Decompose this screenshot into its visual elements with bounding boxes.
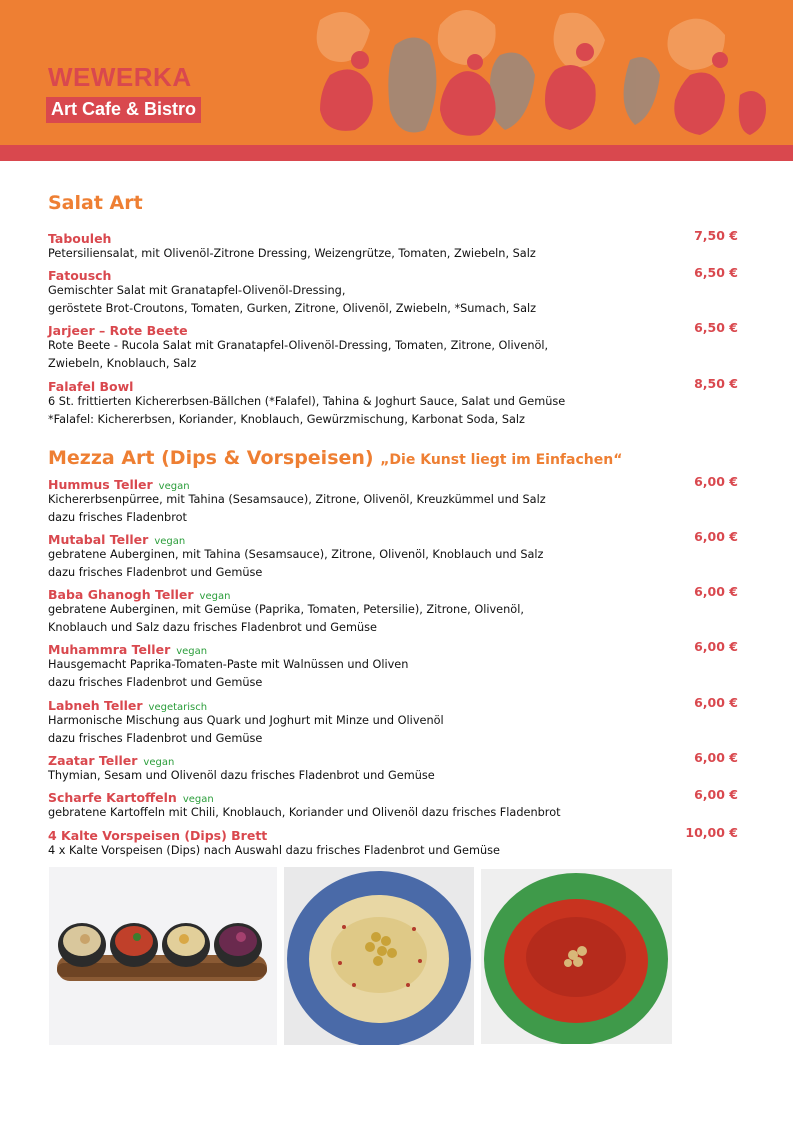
item-price: 6,00 €: [694, 750, 738, 765]
diet-tag: vegan: [182, 794, 214, 805]
item-description: Thymian, Sesam und Olivenöl dazu frisches Fladenbrot und Gemüse: [48, 769, 435, 782]
item-name: Scharfe Kartoffeln: [48, 790, 177, 805]
photo-hummus: [284, 867, 474, 1045]
menu-item: [48, 825, 738, 860]
header-stripe: [0, 145, 793, 161]
menu-item: [48, 529, 738, 583]
item-description: Petersiliensalat, mit Olivenöl-Zitrone Dressing, Weizengrütze, Tomaten, Zwiebeln, Salz: [48, 247, 536, 260]
item-price: 7,50 €: [694, 228, 738, 243]
item-description: gebratene Auberginen, mit Gemüse (Paprika, Tomaten, Petersilie), Zitrone, Olivenöl, Knoblauch und Salz dazu frisches Fladenbrot und Gemüse: [48, 603, 524, 635]
menu-item: [48, 265, 738, 319]
item-name: Zaatar Teller: [48, 753, 138, 768]
item-description: 4 x Kalte Vorspeisen (Dips) nach Auswahl dazu frisches Fladenbrot und Gemüse: [48, 844, 500, 857]
photo-dips-board: [49, 867, 277, 1045]
menu-item: [48, 750, 738, 785]
item-description: gebratene Kartoffeln mit Chili, Knoblauch, Koriander und Olivenöl dazu frisches Fladenbrot: [48, 806, 561, 819]
item-price: 6,00 €: [694, 787, 738, 802]
item-price: 8,50 €: [694, 376, 738, 391]
diet-tag: vegetarisch: [148, 702, 208, 713]
item-price: 10,00 €: [685, 825, 738, 840]
item-description: Hausgemacht Paprika-Tomaten-Paste mit Walnüssen und Oliven dazu frisches Fladenbrot und Gemüse: [48, 658, 409, 690]
item-name: Fatousch: [48, 268, 112, 283]
diet-tag: vegan: [176, 646, 208, 657]
section-title-text: Mezza Art (Dips & Vorspeisen): [48, 447, 374, 469]
item-name: Baba Ghanogh Teller: [48, 587, 194, 602]
menu-item: [48, 695, 738, 749]
item-price: 6,50 €: [694, 320, 738, 335]
menu-item: [48, 787, 738, 822]
item-name: 4 Kalte Vorspeisen (Dips) Brett: [48, 828, 268, 843]
item-description: Kichererbsenpürree, mit Tahina (Sesamsauce), Zitrone, Olivenöl, Kreuzkümmel und Salz dazu frisches Fladenbrot: [48, 493, 546, 525]
item-description: Rote Beete - Rucola Salat mit Granatapfel-Olivenöl-Dressing, Tomaten, Zitrone, Olivenöl, Zwiebeln, Knoblauch, Salz: [48, 339, 549, 371]
header-banner: [0, 0, 793, 145]
item-name: Hummus Teller: [48, 477, 153, 492]
item-description: Gemischter Salat mit Granatapfel-Olivenöl-Dressing, geröstete Brot-Croutons, Tomaten, Gurken, Zitrone, Olivenöl, Zwiebeln, *Sumach, Salz: [48, 284, 537, 316]
section-subtitle: „Die Kunst liegt im Einfachen“: [380, 452, 623, 468]
diet-tag: vegan: [143, 757, 175, 768]
section-title-salat: [48, 192, 143, 214]
diet-tag: vegan: [199, 591, 231, 602]
menu-item: [48, 228, 738, 263]
item-name: Muhammra Teller: [48, 642, 171, 657]
item-name: Falafel Bowl: [48, 379, 134, 394]
item-price: 6,50 €: [694, 265, 738, 280]
diet-tag: vegan: [158, 481, 190, 492]
item-price: 6,00 €: [694, 529, 738, 544]
diet-tag: vegan: [154, 536, 186, 547]
section-title-text: Salat Art: [48, 192, 143, 214]
item-name: Jarjeer – Rote Beete: [48, 323, 188, 338]
item-name: Mutabal Teller: [48, 532, 149, 547]
section-title-mezza: [48, 447, 622, 469]
menu-item: [48, 584, 738, 638]
item-price: 6,00 €: [694, 474, 738, 489]
item-price: 6,00 €: [694, 639, 738, 654]
menu-item: [48, 474, 738, 528]
item-price: 6,00 €: [694, 584, 738, 599]
brand-subtitle: Art Cafe & Bistro: [46, 97, 201, 123]
item-name: Labneh Teller: [48, 698, 143, 713]
item-description: gebratene Auberginen, mit Tahina (Sesamsauce), Zitrone, Olivenöl, Knoblauch und Salz dazu frisches Fladenbrot und Gemüse: [48, 548, 544, 580]
arabic-calligraphy-decoration: [300, 0, 793, 145]
item-price: 6,00 €: [694, 695, 738, 710]
menu-item: [48, 639, 738, 693]
photo-muhammra: [481, 869, 672, 1044]
item-description: 6 St. frittierten Kichererbsen-Bällchen (*Falafel), Tahina & Joghurt Sauce, Salat und Gemüse *Falafel: Kichererbsen, Koriander, Knoblauch, Gewürzmischung, Karbonat Soda, Salz: [48, 395, 566, 427]
menu-item: [48, 320, 738, 374]
item-name: Tabouleh: [48, 231, 112, 246]
item-description: Harmonische Mischung aus Quark und Joghurt mit Minze und Olivenöl dazu frisches Fladenbrot und Gemüse: [48, 714, 444, 746]
brand-name: WEWERKA: [48, 62, 192, 92]
menu-item: [48, 376, 738, 430]
